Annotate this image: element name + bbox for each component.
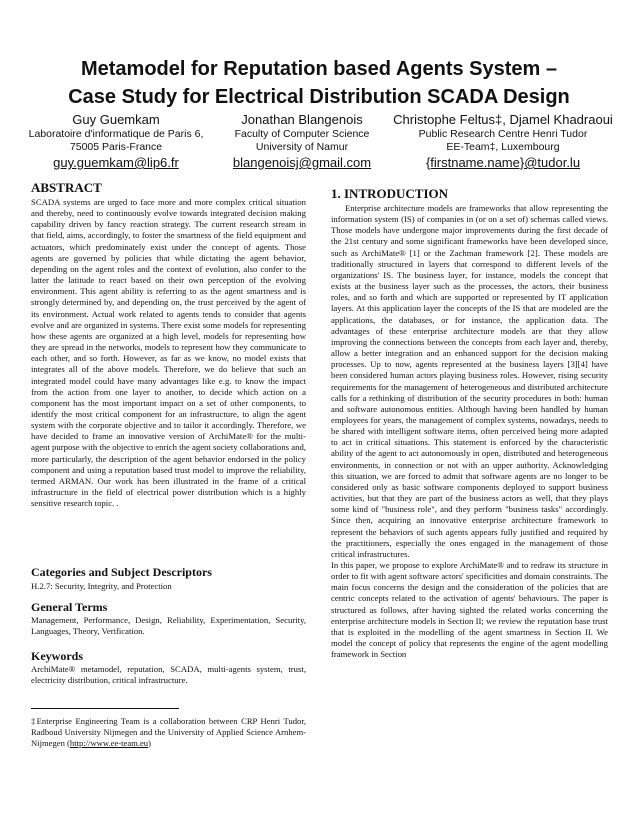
keywords-text: ArchiMate® metamodel, reputation, SCADA, multi-agents system, trust, electricity distribution, critical infrastructure. — [31, 664, 306, 686]
author-affiliation: Faculty of Computer Science — [234, 128, 370, 140]
introduction-heading: 1. INTRODUCTION — [331, 186, 449, 201]
general-terms-heading: General Terms — [31, 600, 108, 614]
author-affiliation: University of Namur — [255, 141, 349, 153]
author-name: Christophe Feltus‡, Djamel Khadraoui — [393, 112, 613, 127]
author-name: Guy Guemkam — [72, 112, 160, 127]
author-affiliation: 75005 Paris-France — [69, 141, 163, 153]
footnote-divider — [31, 708, 179, 709]
abstract-text: SCADA systems are urged to face more and more complex critical situation and thereby, need to continuously evolve towards integrated decision making capability driven by fancy reaction strategy. The current research stream in that field, aims, accordingly, to foster the smartness of the field equipment and actuators, which predominately exist under the concept of agents. Those agents are governed by policies that while dictating the agent behavior, depending on the agent roles and the context of evolution, also confer to the latter the latitude to react based on their own perception of the evolving environment. This agent ability is referring to as the agent smartness and is strongly determined by, and depending on, the trust perceived by the agent of its environment. Actual work related to agents tends to consider that agents evolve and are organized in systems. There exist some models for representing how these agents are organized at a high level, models for representing how they are spread in the networks, models to represent how they communicate to each other, and so forth. However, as far as we know, no model exists that integrates all of the above models. Therefore, we do believe that such an integrated model could have many advantages like e.g. to know the impact from the action from one layer to another, to decide which action on a component has the most important impact on a set of other components, to identify the most critical component for an infrastructure, to align the agent system with the corporate objective and to tailor it accordingly. Therefore, we have decided to frame an innovative version of ArchiMate® for the multi-agent purpose with the objective to enrich the agent society collaborations and, more particularly, the description of the agent behavior endorsed in the policy component and using a reputation based trust model to improve the reliability, termed ARMAN. Our work has been illustrated in the frame of a critical infrastructure in the field of electrical power distribution which is a highly sensitive research topic. . — [31, 197, 306, 509]
paper-title-line-2: Case Study for Electrical Distribution SCADA Design — [68, 86, 570, 108]
author-name: Jonathan Blangenois — [241, 112, 363, 127]
author-block-1 — [2, 112, 230, 172]
categories-text: H.2.7: Security, Integrity, and Protection — [31, 581, 172, 591]
abstract-heading: ABSTRACT — [31, 180, 102, 195]
general-terms-text: Management, Performance, Design, Reliability, Experimentation, Security, Languages, Theory, Verification. — [31, 615, 306, 637]
abstract-body — [31, 197, 306, 559]
keywords-heading: Keywords — [31, 649, 83, 663]
author-email-link[interactable]: blangenoisj@gmail.com — [232, 155, 372, 170]
keywords-body — [31, 664, 306, 686]
author-email-link[interactable]: {firstname.name}@tudor.lu — [425, 155, 581, 170]
author-affiliation: EE-Team‡, Luxembourg — [446, 141, 560, 153]
author-block-3 — [368, 112, 638, 172]
categories-heading: Categories and Subject Descriptors — [31, 565, 212, 579]
footnote-close: ) — [148, 738, 151, 748]
general-terms-body — [31, 615, 306, 637]
author-affiliation: Laboratoire d'informatique de Paris 6, — [28, 128, 204, 140]
author-email-link[interactable]: guy.guemkam@lip6.fr — [53, 155, 179, 170]
paper-title-line-1: Metamodel for Reputation based Agents System – — [80, 58, 557, 80]
introduction-paragraph-1: Enterprise architecture models are frameworks that allow representing the information system (IS) of companies in (or on a set of) schemas called views. Those models have undergone major improvements during the first decade of the 21st century and some significant frameworks have been developed since, such as ArchiMate® [1] or the Zachman framework [2]. These models are traditionally structured in layers that correspond to different levels of the organizations' IS. The business layer, for instance, models the concept that exists at the business layer such as the processes, the actors, their business roles, and so forth and which are supported or represented by IT application layers. At this application layer the concepts of the IS that are modeled are the applications, the databases, or for instance, the application data. The advantages of these enterprise architecture models are that they allow improving the connections between the concepts from each layer and, thereby, allow a better integration and an enhanced support for the decision making processes. Up to now, agents represented at the business layers [3][4] have been considered human actors playing business roles. However, rising security requirements for the management of heterogeneous and distributed architecture calls for a rethinking of distribution of the security procedures in both: human and software autonomous entities. Although having been handled by human employees for years, the management of complex systems, nowadays, needs to be shared with intelligent software items, often perceived being more adapted to act in critical situations. This statement is enforced by the characteristic ability of the agent to act autonomously in open, distributed and heterogeneous environments, in connection or not with an upper authority. Acknowledging this situation, we are forced to admit that software agents are no longer to be considered only as basic software components deployed to support business activities, but that they are part of the business actors as well, that they plays some kind of "business role", and they perform "business tasks" accordingly. Since then, acquiring an innovative enterprise architecture framework to represent the behaviors of such agents appears fully justified and required by the practitioners, especially the ones engaged in the management of those critical infrastructures. — [331, 203, 608, 559]
introduction-paragraph-2: In this paper, we propose to explore ArchiMate® and to redraw its structure in order to fit with agent software actors' specificities and domain constraints. The main focus concerns the design and the consideration of the policies that are centric concepts related to the activation of agents' behaviours. The paper is structured as follows, after having sighted the related works concerning the enterprise architecture models in Section II; we review the reputation base trust that is exploited in the modelling of the agent smartness in Section II. We model the concept of policy that represents the engine of the agent modelling framework in Section — [331, 560, 608, 660]
introduction-body — [331, 203, 608, 803]
author-block-2 — [228, 112, 376, 172]
author-affiliation: Public Research Centre Henri Tudor — [418, 128, 588, 140]
categories-body — [31, 581, 306, 592]
footnote — [31, 716, 306, 749]
footnote-link[interactable]: http://www.ee-team.eu — [69, 738, 149, 748]
footnote-text: ‡Enterprise Engineering Team is a collaboration between CRP Henri Tudor, Radboud University Nijmegen and the University of Applied Science Arnhem-Nijmegen ( — [31, 716, 306, 748]
